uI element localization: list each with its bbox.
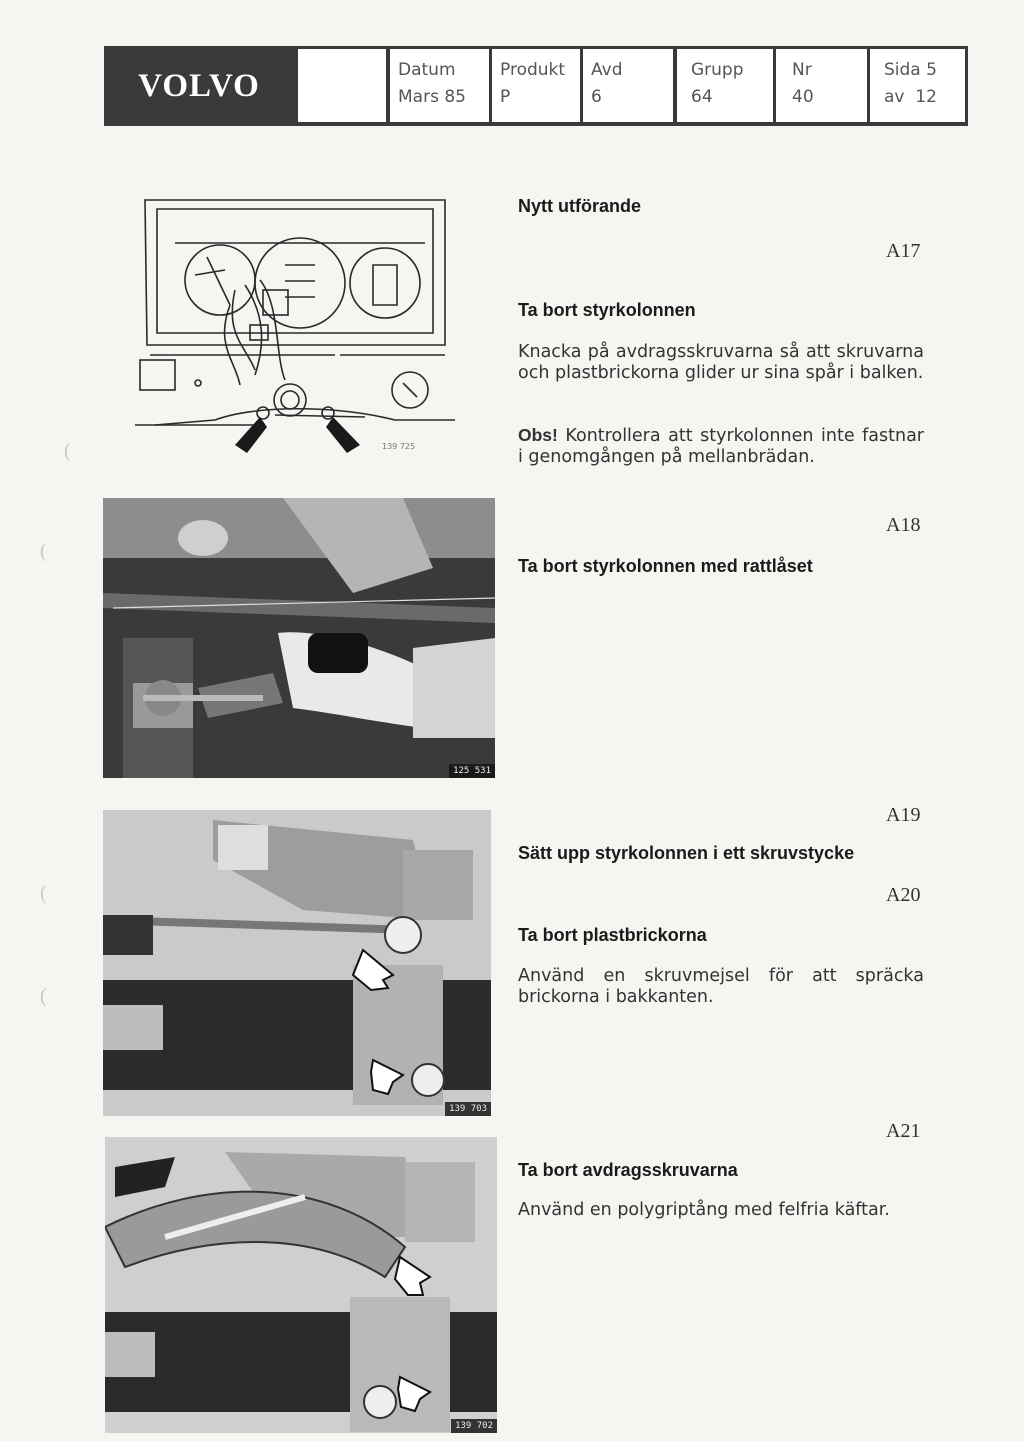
figure-number: 125 531	[449, 764, 495, 778]
field-label: Datum	[398, 60, 456, 80]
field-value: 6	[591, 87, 602, 107]
header-blank-cell	[298, 49, 386, 122]
margin-mark: (	[40, 882, 47, 904]
header-field-avd	[583, 49, 673, 122]
margin-mark: (	[40, 985, 47, 1007]
section-code-a21: A21	[886, 1120, 921, 1142]
section-title-a20: Ta bort plastbrickorna	[518, 925, 707, 945]
section-code-a19: A19	[886, 804, 921, 826]
obs-note	[518, 425, 924, 468]
margin-mark: (	[40, 540, 47, 562]
field-label: Nr	[792, 60, 812, 80]
field-label: Produkt	[500, 60, 566, 80]
header-field-grupp	[677, 49, 773, 122]
header-field-datum	[390, 49, 489, 122]
section-body-a20: Använd en skruvmejsel för att spräcka brickorna i bakkanten.	[518, 966, 924, 1007]
field-value: 64	[691, 87, 713, 107]
section-title-a21: Ta bort avdragsskruvarna	[518, 1160, 738, 1180]
header-field-sida	[870, 49, 965, 122]
section-body-a17: Knacka på avdragsskruvarna så att skruvarna och plastbrickorna glider ur sina spår i balken.	[518, 342, 924, 383]
section-code-a18: A18	[886, 514, 921, 536]
obs-label: Obs!	[518, 425, 558, 445]
field-label: Avd	[591, 60, 623, 80]
photo-steering-column-lock	[103, 498, 495, 778]
field-value: Mars 85	[398, 87, 466, 107]
section-body-a21: Använd en polygriptång med felfria käftar.	[518, 1200, 890, 1220]
section-title-a18: Ta bort styrkolonnen med rattlåset	[518, 556, 813, 576]
figure-number: 139 725	[382, 442, 416, 451]
obs-text: Kontrollera att styrkolonnen inte fastnar i genomgången på mellanbrädan.	[518, 426, 924, 467]
margin-mark: (	[64, 440, 71, 462]
field-value: 40	[792, 87, 814, 107]
photo-column-in-vise	[103, 810, 491, 1116]
section-title-a19: Sätt upp styrkolonnen i ett skruvstycke	[518, 843, 855, 863]
figure-number: 139 703	[445, 1102, 491, 1116]
field-value: av 12	[884, 87, 937, 107]
field-value: P	[500, 87, 511, 107]
section-subtitle: Nytt utförande	[518, 196, 641, 216]
section-title-a17: Ta bort styrkolonnen	[518, 300, 696, 320]
figure-number: 139 702	[451, 1419, 497, 1433]
header-field-produkt	[492, 49, 580, 122]
dashboard-line-drawing	[135, 195, 460, 460]
header-field-nr	[776, 49, 867, 122]
field-label: Sida 5	[884, 60, 937, 80]
volvo-logo: VOLVO	[138, 67, 260, 104]
section-code-a20: A20	[886, 884, 921, 906]
field-label: Grupp	[691, 60, 744, 80]
photo-remove-puller-screws	[105, 1137, 497, 1433]
section-code-a17: A17	[886, 240, 921, 262]
